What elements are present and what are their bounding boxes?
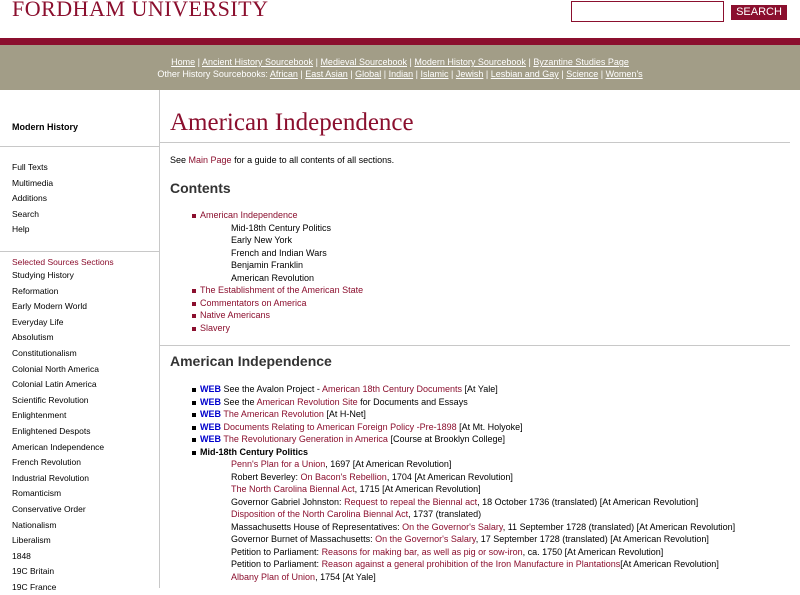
sidebar-sources-heading[interactable]: Selected Sources Sections	[12, 257, 114, 267]
sidebar-item-help[interactable]: Help	[12, 224, 30, 235]
contents-item	[200, 259, 363, 272]
contents-heading: Contents	[170, 180, 231, 196]
contents-item	[200, 272, 363, 285]
item-suffix: , 1715 [At American Revolution]	[354, 484, 481, 494]
nav-link-ancient[interactable]: Ancient History Sourcebook	[202, 57, 314, 67]
sidebar-divider	[0, 146, 159, 147]
nav-link-home[interactable]: Home	[171, 57, 196, 67]
sidebar-item-1848[interactable]: 1848	[12, 550, 31, 561]
web-resource-item	[200, 421, 735, 434]
item-suffix: , ca. 1750 [At American Revolution]	[522, 546, 664, 557]
document-link[interactable]: The North Carolina Biennal Act	[231, 484, 355, 494]
item-prefix: Robert Beverley:	[231, 471, 299, 482]
item-suffix: , 1754 [At Yale]	[315, 571, 376, 582]
sidebar-item-studying-history[interactable]: Studying History	[12, 270, 74, 280]
nav-link-indian[interactable]: Indian	[388, 69, 414, 79]
document-link[interactable]: Albany Plan of Union	[231, 571, 316, 582]
contents-label: Mid-18th Century Politics	[231, 222, 332, 233]
item-suffix: for Documents and Essays	[360, 396, 468, 407]
item-suffix: , 1737 (translated)	[408, 509, 482, 519]
nav-link-jewish[interactable]: Jewish	[455, 69, 484, 79]
item-prefix: Massachusetts House of Representatives:	[231, 521, 400, 532]
nav-link-east-asian[interactable]: East Asian	[305, 69, 348, 79]
item-suffix: , 1704 [At American Revolution]	[386, 471, 513, 482]
contents-link[interactable]: Commentators on America	[200, 297, 307, 308]
fordham-logo[interactable]: FORDHAM UNIVERSITY	[12, 0, 269, 21]
document-item	[200, 533, 735, 546]
sidebar-item-19c-france[interactable]: 19C France	[12, 581, 57, 592]
resource-link[interactable]: Documents Relating to American Foreign Policy -Pre-1898	[223, 421, 457, 432]
sidebar-item-american-independence[interactable]: American Independence	[12, 441, 105, 452]
sidebar-item-19c-britain[interactable]: 19C Britain	[12, 566, 55, 577]
document-link[interactable]: Penn's Plan for a Union	[231, 459, 326, 469]
document-item	[200, 571, 735, 584]
sidebar-item-nationalism[interactable]: Nationalism	[12, 519, 57, 530]
contents-item[interactable]	[200, 309, 363, 322]
contents-item	[200, 234, 363, 247]
document-item	[200, 483, 735, 496]
contents-link[interactable]: The Establishment of the American State	[200, 285, 364, 295]
sidebar-item-industrial-revolution[interactable]: Industrial Revolution	[12, 472, 90, 483]
item-suffix: , 18 October 1736 (translated) [At American Revolution]	[477, 496, 699, 507]
document-item	[200, 471, 735, 484]
document-link[interactable]: On the Governor's Salary	[402, 521, 503, 532]
web-badge: WEB	[200, 434, 221, 444]
item-suffix: [At Mt. Holyoke]	[459, 421, 523, 432]
item-suffix: [Course at Brooklyn College]	[390, 434, 506, 444]
item-suffix: , 11 September 1728 (translated) [At American Revolution]	[502, 521, 736, 532]
web-resource-item	[200, 396, 735, 409]
contents-item[interactable]	[200, 209, 363, 222]
contents-item	[200, 247, 363, 260]
see-suffix: for a guide to all contents of all sections.	[234, 155, 395, 165]
nav-link-global[interactable]: Global	[355, 69, 382, 79]
contents-link[interactable]: Native Americans	[200, 310, 271, 320]
nav-link-lesbian-gay[interactable]: Lesbian and Gay	[490, 69, 559, 79]
nav-link-medieval[interactable]: Medieval Sourcebook	[320, 57, 407, 67]
web-resource-item	[200, 408, 735, 421]
main-page-link[interactable]: Main Page	[188, 155, 232, 165]
item-prefix: See the Avalon Project -	[223, 384, 320, 394]
sidebar-item-reformation[interactable]: Reformation	[12, 285, 59, 296]
resource-link[interactable]: American Revolution Site	[256, 396, 358, 407]
item-prefix: Governor Gabriel Johnston:	[231, 496, 342, 507]
sidebar-divider	[0, 251, 159, 252]
sidebar	[0, 90, 160, 592]
web-badge: WEB	[200, 384, 221, 394]
document-item	[200, 508, 735, 521]
contents-link[interactable]: Slavery	[200, 322, 231, 333]
sidebar-item-early-modern-world[interactable]: Early Modern World	[12, 301, 87, 312]
resource-link[interactable]: American 18th Century Documents	[321, 384, 462, 394]
item-suffix: [At Yale]	[464, 384, 498, 394]
sidebar-item-romanticism[interactable]: Romanticism	[12, 488, 62, 499]
contents-item	[200, 222, 363, 235]
sidebar-item-colonial-latin-america[interactable]: Colonial Latin America	[12, 379, 97, 390]
contents-item[interactable]	[200, 297, 363, 310]
document-link[interactable]: Request to repeal the Biennal act	[344, 496, 478, 507]
title-divider	[160, 142, 790, 143]
item-prefix: Petition to Parliament:	[231, 559, 320, 569]
contents-label: Benjamin Franklin	[231, 260, 304, 270]
document-item	[200, 521, 735, 534]
web-resource-item	[200, 383, 735, 396]
item-prefix: See the	[223, 396, 255, 407]
document-link[interactable]: Disposition of the North Carolina Biennal Act	[231, 509, 409, 519]
nav-row-main: Home | Ancient History Sourcebook | Medieval Sourcebook | Modern History Sourcebook | Byzantine Studies Page	[171, 57, 629, 67]
nav-link-modern[interactable]: Modern History Sourcebook	[414, 57, 526, 67]
sidebar-item-liberalism[interactable]: Liberalism	[12, 535, 51, 546]
contents-link[interactable]: American Independence	[200, 210, 298, 220]
item-prefix: Governor Burnet of Massachusetts:	[231, 534, 373, 544]
sidebar-item-scientific-revolution[interactable]: Scientific Revolution	[12, 394, 89, 405]
contents-list	[200, 209, 363, 334]
resource-list	[200, 383, 735, 583]
sidebar-source-links	[12, 268, 104, 595]
nav-row-other: Other History Sourcebooks: African | East Asian | Global | Indian | Islamic | Jewish | Lesbian and Gay | Science | Women's	[157, 69, 643, 79]
item-prefix: Petition to Parliament:	[231, 546, 320, 557]
document-link[interactable]: On Bacon's Rebellion	[300, 471, 387, 482]
item-suffix: , 1697 [At American Revolution]	[325, 459, 452, 469]
subsection-heading: Mid-18th Century Politics	[200, 446, 735, 459]
see-main-page-line	[170, 155, 394, 165]
sidebar-item-additions[interactable]: Additions	[12, 193, 47, 204]
contents-label: French and Indian Wars	[231, 247, 327, 258]
search-input[interactable]	[571, 1, 724, 22]
sidebar-item-everyday-life[interactable]: Everyday Life	[12, 316, 64, 327]
sidebar-item-multimedia[interactable]: Multimedia	[12, 177, 54, 188]
sidebar-item-search[interactable]: Search	[12, 208, 39, 219]
section-heading: American Independence	[170, 353, 332, 369]
contents-label: American Revolution	[231, 272, 315, 283]
sidebar-item-constitutionalism[interactable]: Constitutionalism	[12, 347, 77, 358]
nav-other-label: Other History Sourcebooks:	[157, 69, 268, 79]
sidebar-item-colonial-north-america[interactable]: Colonial North America	[12, 363, 99, 374]
document-link[interactable]: Reason against a general prohibition of the Iron Manufacture in Plantations	[321, 559, 621, 569]
sourcebook-nav	[0, 45, 800, 90]
contents-item[interactable]	[200, 284, 363, 297]
web-badge: WEB	[200, 409, 221, 419]
sidebar-title: Modern History	[12, 122, 79, 132]
contents-item[interactable]	[200, 322, 363, 335]
sidebar-item-enlightenment[interactable]: Enlightenment	[12, 410, 67, 421]
document-link[interactable]: On the Governor's Salary	[375, 534, 476, 544]
resource-link[interactable]: The Revolutionary Generation in America	[223, 434, 388, 444]
document-item	[200, 458, 735, 471]
web-badge: WEB	[200, 396, 221, 407]
document-item	[200, 558, 735, 571]
item-suffix: [At American Revolution]	[620, 559, 719, 569]
sidebar-item-conservative-order[interactable]: Conservative Order	[12, 503, 86, 514]
section-divider	[160, 345, 790, 346]
document-item	[200, 496, 735, 509]
nav-link-womens[interactable]: Women's	[605, 69, 643, 79]
resource-link[interactable]: The American Revolution	[223, 409, 324, 419]
header-divider	[0, 38, 800, 45]
item-suffix: [At H-Net]	[326, 409, 366, 419]
nav-link-islamic[interactable]: Islamic	[420, 69, 449, 79]
sidebar-item-absolutism[interactable]: Absolutism	[12, 332, 54, 343]
sidebar-item-enlightened-despots[interactable]: Enlightened Despots	[12, 425, 91, 436]
web-badge: WEB	[200, 421, 221, 432]
top-header	[0, 0, 800, 38]
document-link[interactable]: Reasons for making bar, as well as pig or sow-iron	[321, 546, 523, 557]
contents-label: Early New York	[231, 235, 293, 245]
web-resource-item	[200, 433, 735, 446]
see-prefix: See	[170, 155, 187, 165]
item-suffix: , 17 September 1728 (translated) [At American Revolution]	[475, 534, 709, 544]
document-item	[200, 546, 735, 559]
sidebar-item-full-texts[interactable]: Full Texts	[12, 162, 48, 172]
nav-link-african[interactable]: African	[269, 69, 298, 79]
sidebar-item-french-revolution[interactable]: French Revolution	[12, 457, 81, 468]
nav-link-byzantine[interactable]: Byzantine Studies Page	[533, 57, 629, 67]
page-title: American Independence	[170, 109, 414, 136]
sidebar-main-links	[12, 160, 53, 238]
search-button[interactable]: SEARCH	[731, 5, 787, 20]
nav-link-science[interactable]: Science	[566, 69, 599, 79]
